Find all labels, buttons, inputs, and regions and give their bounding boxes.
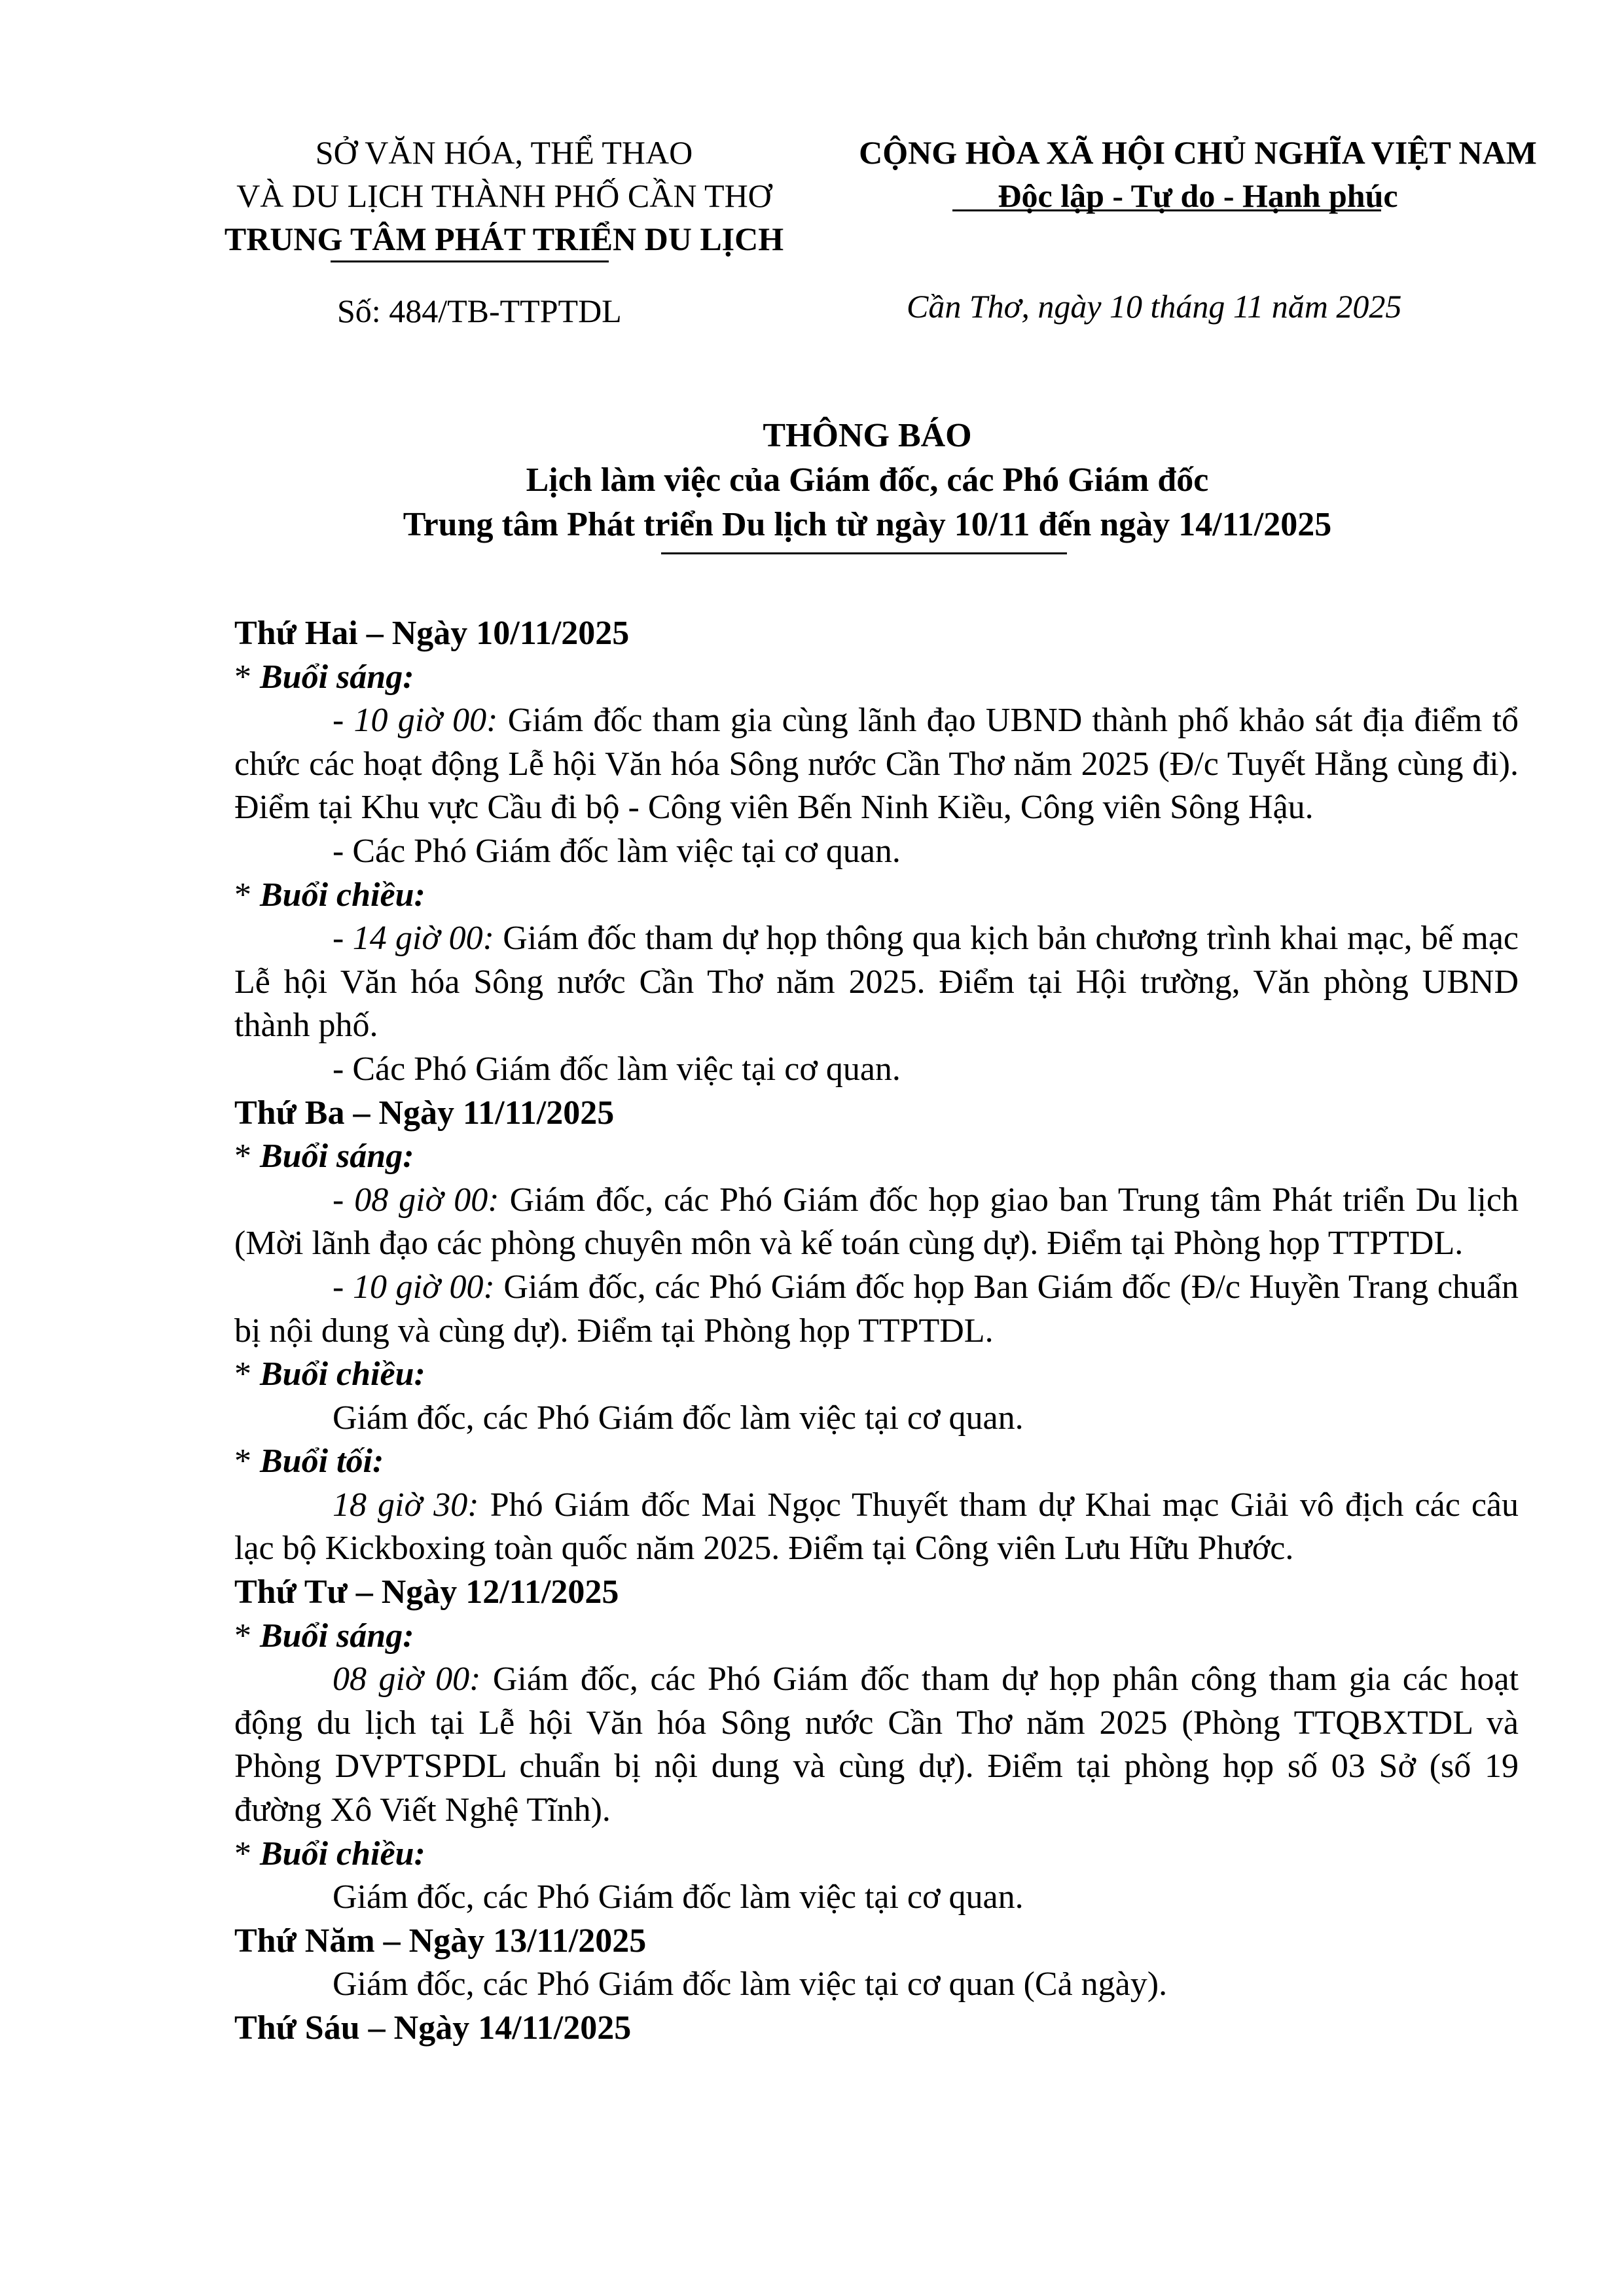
session-afternoon: * Buổi chiều: — [234, 876, 425, 914]
schedule-entry: Giám đốc, các Phó Giám đốc làm việc tại cơ quan (Cả ngày). — [333, 1965, 1168, 2003]
session-morning: * Buổi sáng: — [234, 1138, 414, 1175]
schedule-entry: - 10 giờ 00: Giám đốc, các Phó Giám đốc họp Ban Giám đốc (Đ/c Huyền Trang chuẩn bị nội dung và cùng dự). Điểm tại Phòng họp TTPTDL. — [234, 1268, 1519, 1350]
schedule-entry: 18 giờ 30: Phó Giám đốc Mai Ngọc Thuyết tham dự Khai mạc Giải vô địch các câu lạc bộ Kickboxing toàn quốc năm 2025. Điểm tại Công viên Lưu Hữu Phước. — [234, 1486, 1519, 1568]
motto-underline — [952, 209, 1381, 211]
session-morning: * Buổi sáng: — [234, 658, 414, 696]
day-heading-friday: Thứ Sáu – Ngày 14/11/2025 — [234, 2009, 632, 2047]
schedule-body — [234, 612, 1519, 2051]
session-afternoon: * Buổi chiều: — [234, 1355, 425, 1393]
day-heading-tuesday: Thứ Ba – Ngày 11/11/2025 — [234, 1094, 615, 1132]
schedule-entry: - Các Phó Giám đốc làm việc tại cơ quan. — [333, 1050, 901, 1088]
agency-parent-line2: VÀ DU LỊCH THÀNH PHỐ CẦN THƠ — [236, 177, 772, 214]
agency-underline — [331, 260, 609, 262]
document-title-block — [216, 414, 1519, 547]
document-type: THÔNG BÁO — [763, 417, 972, 454]
document-subject-line1: Lịch làm việc của Giám đốc, các Phó Giám đốc — [526, 461, 1209, 499]
national-name: CỘNG HÒA XÃ HỘI CHỦ NGHĨA VIỆT NAM — [859, 134, 1537, 171]
schedule-entry: 08 giờ 00: Giám đốc, các Phó Giám đốc tham dự họp phân công tham gia các hoạt động du lịch tại Lễ hội Văn hóa Sông nước Cần Thơ năm 2025 (Phòng TTQBXTDL và Phòng DVPTSPDL chuẩn bị nội dung và cùng dự). Điểm tại phòng họp số 03 Sở (số 19 đường Xô Viết Nghệ Tĩnh). — [234, 1660, 1519, 1829]
schedule-entry: Giám đốc, các Phó Giám đốc làm việc tại cơ quan. — [333, 1878, 1024, 1916]
schedule-entry: Giám đốc, các Phó Giám đốc làm việc tại cơ quan. — [333, 1399, 1024, 1437]
national-motto: Độc lập - Tự do - Hạnh phúc — [998, 177, 1398, 214]
day-heading-thursday: Thứ Năm – Ngày 13/11/2025 — [234, 1922, 647, 1960]
session-evening: * Buổi tối: — [234, 1443, 384, 1480]
agency-name: TRUNG TÂM PHÁT TRIỂN DU LỊCH — [224, 221, 784, 257]
national-title — [821, 131, 1574, 217]
schedule-entry: - 08 giờ 00: Giám đốc, các Phó Giám đốc họp giao ban Trung tâm Phát triển Du lịch (Mời lãnh đạo các phòng chuyên môn và kế toán cùng dự). Điểm tại Phòng họp TTPTDL. — [234, 1181, 1519, 1263]
place-date: Cần Thơ, ngày 10 tháng 11 năm 2025 — [907, 288, 1402, 325]
session-afternoon: * Buổi chiều: — [234, 1835, 425, 1873]
issuing-agency — [151, 131, 857, 260]
day-heading-monday: Thứ Hai – Ngày 10/11/2025 — [234, 615, 630, 652]
agency-parent-line1: SỞ VĂN HÓA, THỂ THAO — [315, 134, 693, 171]
document-number: Số: 484/TB-TTPTDL — [337, 293, 622, 329]
session-morning: * Buổi sáng: — [234, 1617, 414, 1655]
title-underline — [661, 552, 1067, 554]
day-heading-wednesday: Thứ Tư – Ngày 12/11/2025 — [234, 1573, 619, 1611]
schedule-entry: - 14 giờ 00: Giám đốc tham dự họp thông qua kịch bản chương trình khai mạc, bế mạc Lễ hội Văn hóa Sông nước Cần Thơ năm 2025. Điểm tại Hội trường, Văn phòng UBND thành phố. — [234, 920, 1519, 1045]
schedule-entry: - Các Phó Giám đốc làm việc tại cơ quan. — [333, 832, 901, 870]
document-subject-line2: Trung tâm Phát triển Du lịch từ ngày 10/11 đến ngày 14/11/2025 — [403, 506, 1332, 543]
schedule-entry: - 10 giờ 00: Giám đốc tham gia cùng lãnh đạo UBND thành phố khảo sát địa điểm tổ chức các hoạt động Lễ hội Văn hóa Sông nước Cần Thơ năm 2025 (Đ/c Tuyết Hằng cùng đi). Điểm tại Khu vực Cầu đi bộ - Công viên Bến Ninh Kiều, Công viên Sông Hậu. — [234, 702, 1519, 827]
